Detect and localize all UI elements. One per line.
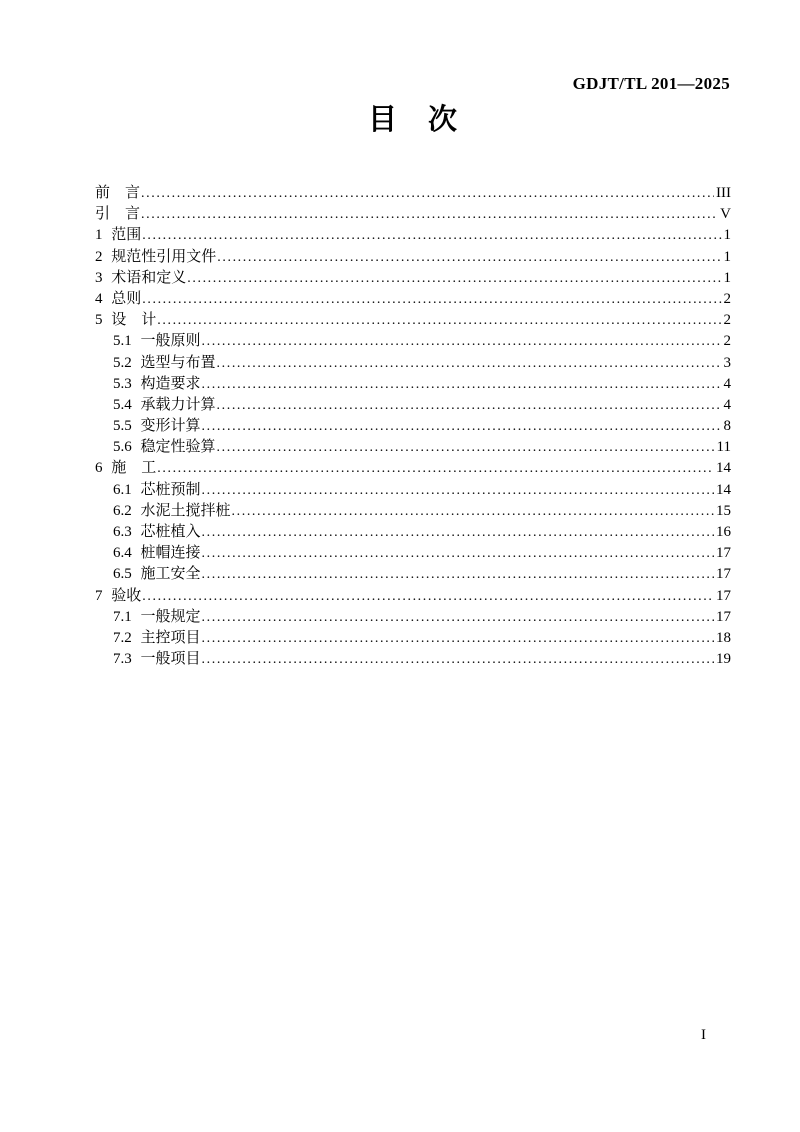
toc-entry-label: 7.1 一般规定 <box>113 608 201 625</box>
toc-entry <box>95 331 731 352</box>
toc-entry-page: 18 <box>716 629 731 646</box>
toc-entry-label: 5.2 选型与布置 <box>113 354 216 371</box>
toc-entry-page: 1 <box>723 248 731 265</box>
toc-leader-dots <box>232 501 714 522</box>
toc-entry-label: 5.3 构造要求 <box>113 375 201 392</box>
toc-leader-dots <box>142 586 714 607</box>
toc-entry <box>95 374 731 395</box>
toc-entry-page: 17 <box>716 587 731 604</box>
toc-entry-label: 7.3 一般项目 <box>113 651 201 668</box>
toc-entry-page: 2 <box>723 333 731 350</box>
toc-entry <box>95 649 731 670</box>
toc-entry-page: 17 <box>716 566 731 583</box>
toc-entry-label: 4 总则 <box>95 290 142 307</box>
toc-leader-dots <box>202 628 714 649</box>
toc-leader-dots <box>202 522 714 543</box>
toc-entry <box>95 289 731 310</box>
toc-entry-page: V <box>720 206 731 223</box>
toc-entry-page: 16 <box>716 524 731 540</box>
toc-entry-label: 6 施 工 <box>95 460 157 477</box>
toc-leader-dots <box>141 183 714 204</box>
toc-entry-page: 1 <box>723 227 731 244</box>
toc-entry <box>95 395 731 416</box>
page-title: 目 次 <box>367 104 458 136</box>
toc-entry-page: 14 <box>716 481 731 498</box>
toc-entry <box>95 458 731 479</box>
toc-leader-dots <box>202 607 714 628</box>
toc-entry-label: 5.1 一般原则 <box>113 333 201 350</box>
toc-entry-page: 4 <box>723 375 731 392</box>
toc-entry-label: 6.1 芯桩预制 <box>113 481 201 498</box>
toc-leader-dots <box>202 374 722 395</box>
toc-entry <box>95 586 731 607</box>
toc-entry-label: 7 验收 <box>95 587 142 604</box>
toc-entry-label: 6.5 施工安全 <box>113 566 201 583</box>
toc-leader-dots <box>187 268 721 289</box>
toc-entry <box>95 564 731 585</box>
toc-entry <box>95 353 731 374</box>
toc-entry-label: 5.5 变形计算 <box>113 418 201 435</box>
toc-entry <box>95 501 731 522</box>
toc-entry-label: 引 言 <box>95 206 141 223</box>
toc-entry <box>95 247 731 268</box>
toc-entry-page: 11 <box>716 439 731 456</box>
toc-entry <box>95 522 731 543</box>
toc-leader-dots <box>217 395 722 416</box>
toc-entry <box>95 225 731 246</box>
toc-entry <box>95 628 731 649</box>
toc-leader-dots <box>217 247 721 268</box>
toc-entry-page: 4 <box>723 396 731 413</box>
toc-entry-label: 6.2 水泥土搅拌桩 <box>113 502 231 519</box>
toc-entry-label: 前 言 <box>95 185 141 201</box>
toc-leader-dots <box>157 458 714 479</box>
toc-entry <box>95 480 731 501</box>
toc-leader-dots <box>217 437 715 458</box>
toc-entry-page: 15 <box>716 502 731 519</box>
toc-list <box>95 183 731 670</box>
toc-entry-page: III <box>716 185 731 201</box>
toc-entry-page: 17 <box>716 608 731 625</box>
toc-entry-page: 8 <box>723 418 731 435</box>
toc-entry-page: 19 <box>716 651 731 668</box>
toc-entry-label: 2 规范性引用文件 <box>95 248 217 265</box>
toc-leader-dots <box>141 204 718 225</box>
toc-entry-label: 1 范围 <box>95 227 142 244</box>
toc-leader-dots <box>157 310 721 331</box>
toc-entry-label: 5 设 计 <box>95 312 157 329</box>
standard-code: GDJT/TL 201—2025 <box>572 74 730 93</box>
toc-leader-dots <box>202 480 714 501</box>
toc-entry-page: 3 <box>723 354 731 371</box>
toc-entry <box>95 204 731 225</box>
toc-leader-dots <box>142 225 721 246</box>
toc-entry-page: 1 <box>723 269 731 286</box>
toc-entry-label: 6.3 芯桩植入 <box>113 524 201 540</box>
toc-leader-dots <box>202 543 714 564</box>
toc-entry-page: 2 <box>723 290 731 307</box>
toc-entry <box>95 607 731 628</box>
toc-entry <box>95 268 731 289</box>
toc-entry-label: 6.4 桩帽连接 <box>113 545 201 562</box>
toc-leader-dots <box>202 331 722 352</box>
toc-entry-label: 5.4 承载力计算 <box>113 396 216 413</box>
toc-entry <box>95 543 731 564</box>
footer-page-number: I <box>701 1027 706 1043</box>
toc-leader-dots <box>202 649 714 670</box>
toc-entry <box>95 310 731 331</box>
toc-entry-page: 14 <box>716 460 731 477</box>
toc-entry-page: 17 <box>716 545 731 562</box>
toc-entry <box>95 416 731 437</box>
toc-entry <box>95 183 731 204</box>
toc-entry-label: 5.6 稳定性验算 <box>113 439 216 456</box>
toc-entry-page: 2 <box>723 312 731 329</box>
toc-leader-dots <box>217 353 722 374</box>
toc-leader-dots <box>202 416 722 437</box>
toc-entry <box>95 437 731 458</box>
toc-leader-dots <box>202 564 714 585</box>
toc-leader-dots <box>142 289 721 310</box>
toc-entry-label: 3 术语和定义 <box>95 269 187 286</box>
toc-entry-label: 7.2 主控项目 <box>113 629 201 646</box>
